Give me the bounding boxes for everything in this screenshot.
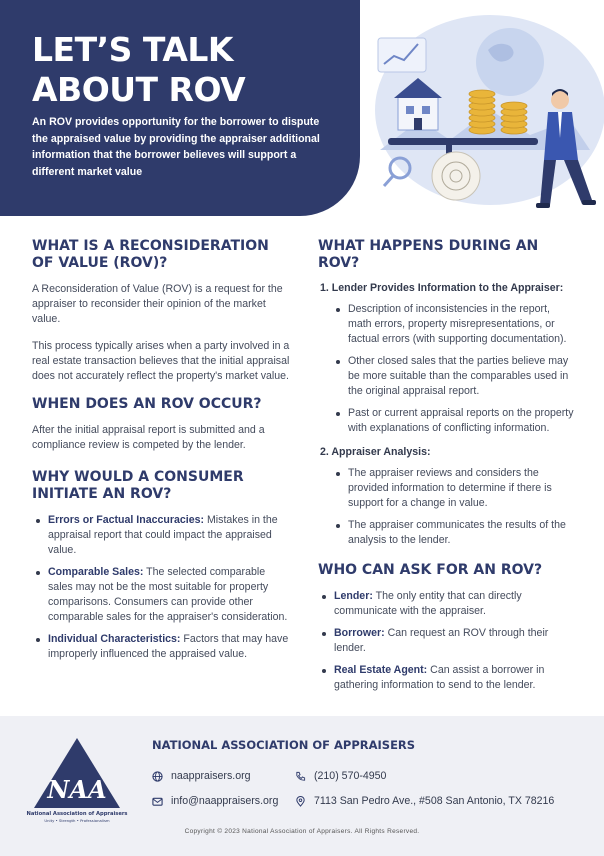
logo-caption: National Association of Appraisers	[26, 811, 128, 817]
list-item: Individual Characteristics: Factors that may have improperly influenced the appraised value.	[32, 632, 290, 662]
list-item: Lender: The only entity that can directly communicate with the appraiser.	[318, 589, 576, 619]
footer	[0, 716, 604, 856]
step-1-title: 1. Lender Provides Information to the Appraiser:	[320, 282, 564, 294]
paragraph: A Reconsideration of Value (ROV) is a request for the appraiser to reconsider their opinion of the market value.	[32, 283, 283, 325]
step-2-list	[332, 466, 576, 548]
chart-card	[378, 38, 426, 72]
email-text[interactable]: info@naappraisers.org	[171, 795, 279, 807]
spiral-coin	[432, 152, 480, 200]
hero-banner	[0, 0, 604, 216]
reasons-list	[32, 513, 290, 662]
list-item: Comparable Sales: The selected comparable sales may not be the most suitable for property comparisons. Consumers can provide other comparable sales for the appraiser's consideration.	[32, 565, 290, 625]
requesters-list	[318, 589, 576, 693]
copyright: Copyright © 2023 National Association of Appraisers. All Rights Reserved.	[184, 828, 420, 835]
phone-link[interactable]	[295, 770, 386, 782]
title-line-2: ABOUT ROV	[32, 70, 246, 109]
paragraph: After the initial appraisal report is submitted and a compliance review is competed by the lender.	[32, 424, 265, 451]
section-heading-during-rov: WHAT HAPPENS DURING AN ROV?	[318, 238, 539, 271]
step-1-list	[332, 302, 576, 436]
list-item: Real Estate Agent: Can assist a borrower in gathering information to send to the lender.	[318, 663, 576, 693]
list-item: Past or current appraisal reports on the property with explanations of conflicting information.	[332, 406, 576, 436]
mail-icon	[152, 796, 163, 807]
list-item: Description of inconsistencies in the report, math errors, property misrepresentations, or factual errors (with supporting documentation).	[332, 302, 576, 347]
website-text[interactable]: naappraisers.org	[171, 770, 251, 782]
email-link[interactable]	[152, 795, 278, 807]
step-2-title: 2. Appraiser Analysis:	[320, 446, 431, 458]
globe-graphic	[476, 28, 544, 96]
naa-logo	[26, 736, 128, 824]
scale-beam	[388, 138, 538, 145]
address	[295, 795, 554, 807]
page-title	[32, 30, 332, 110]
org-name: NATIONAL ASSOCIATION OF APPRAISERS	[152, 738, 416, 752]
list-item: Errors or Factual Inaccuracies: Mistakes in the appraisal report that could impact the appraised value.	[32, 513, 290, 558]
section-heading-what-is-rov: WHAT IS A RECONSIDERATION OF VALUE (ROV)?	[32, 238, 269, 271]
logo-monogram: NAA	[47, 775, 107, 804]
list-item: The appraiser reviews and considers the provided information to determine if there is support for a change in value.	[332, 466, 576, 511]
website-link[interactable]	[152, 770, 251, 782]
right-column	[318, 228, 576, 700]
rov-steps	[318, 282, 576, 548]
section-heading-who-can-ask: WHO CAN ASK FOR AN ROV?	[318, 562, 543, 578]
globe-icon	[152, 771, 163, 782]
list-item: Borrower: Can request an ROV through their lender.	[318, 626, 576, 656]
phone-icon	[295, 771, 306, 782]
title-line-1: LET’S TALK	[32, 30, 233, 69]
phone-text[interactable]: (210) 570-4950	[314, 770, 387, 782]
list-item: Other closed sales that the parties believe may be more suitable than the comparables used in the original appraisal report.	[332, 354, 576, 399]
hero-subtitle: An ROV provides opportunity for the borrower to dispute the appraised value by providing the appraiser additional information that the borrower believes will support a different market value	[32, 116, 320, 178]
appraisal-illustration	[360, 0, 604, 216]
hero-panel	[0, 0, 360, 216]
section-heading-why-rov: WHY WOULD A CONSUMER INITIATE AN ROV?	[32, 469, 244, 502]
section-heading-when-rov: WHEN DOES AN ROV OCCUR?	[32, 396, 262, 412]
paragraph: This process typically arises when a party involved in a real estate transaction believes that the initial appraisal does not accurately reflect the property's market value.	[32, 340, 290, 382]
logo-tagline: Unity • Strength • Professionalism	[44, 818, 110, 823]
location-pin-icon	[295, 796, 306, 807]
list-item: The appraiser communicates the results of the analysis to the lender.	[332, 518, 576, 548]
address-text: 7113 San Pedro Ave., #508 San Antonio, TX 78216	[314, 795, 555, 807]
left-column	[32, 228, 290, 669]
